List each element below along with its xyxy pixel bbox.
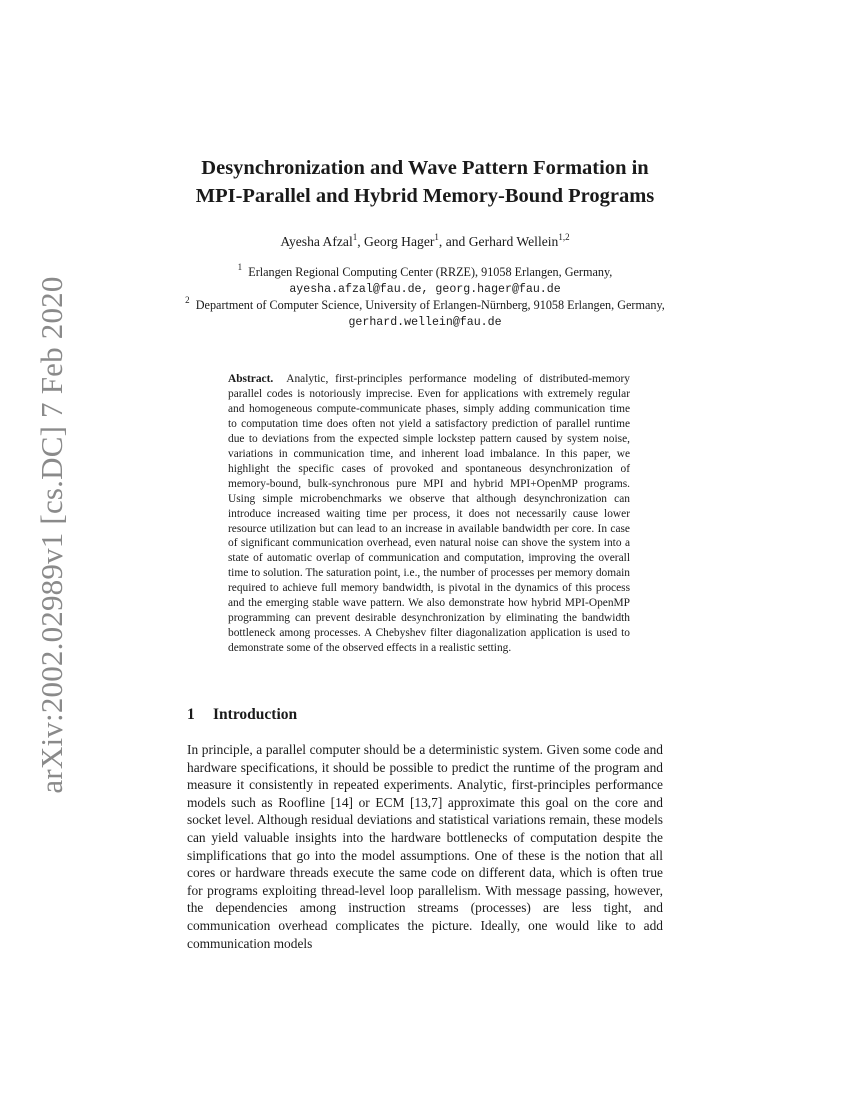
section-heading [187,705,297,725]
author-list [0,233,850,251]
author-name: , Georg Hager [357,234,435,249]
title-line-1: Desynchronization and Wave Pattern Formation in [201,157,649,179]
abstract-text: Analytic, first-principles performance modeling of distributed-memory parallel codes is notoriously imprecise. Even for applications with extremely regular and homogeneous compute-communicate phases, simply adding communication time to computation time does often not yield a satisfactory prediction of parallel runtime due to deviations from the expected simple lockstep pattern caused by system noise, variations in communication time, and inherent load imbalance. In this paper, we highlight the specific cases of provoked and spontaneous desynchronization of memory-bound, bulk-synchronous pure MPI and hybrid MPI+OpenMP programs. Using simple microbenchmarks we observe that although desynchronization can introduce increased waiting time per process, it does not necessarily cause lower resource utilization but can lead to an increase in available bandwidth per core. In case of significant communication overhead, even natural noise can shove the system into a state of automatic overlap of communication and computation, improving the overall time to solution. The saturation point, i.e., the number of processes per memory domain required to achieve full memory bandwidth, is pivotal in the dynamics of this process and the emerging stable wave pattern. We also demonstrate how hybrid MPI-OpenMP programming can prevent desirable desynchronization by eliminating the bandwidth bottleneck among processes. A Chebyshev filter diagonalization application is used to demonstrate some of the observed effects in a realistic setting. [228,373,630,655]
affiliation-text: Erlangen Regional Computing Center (RRZE), 91058 Erlangen, Germany, [248,265,613,279]
author-name: , and Gerhard Wellein [438,234,559,249]
affiliation-emails: gerhard.wellein@fau.de [348,316,502,329]
arxiv-watermark: arXiv:2002.02989v1 [cs.DC] 7 Feb 2020 [34,276,69,794]
affiliation-text: Department of Computer Science, University of Erlangen-Nürnberg, 91058 Erlangen, Germany, [195,298,665,312]
author-affil-mark: 1,2 [558,232,570,242]
affiliation-2 [0,297,850,331]
affiliation-emails: ayesha.afzal@fau.de, georg.hager@fau.de [289,283,561,296]
affiliation-1 [0,264,850,298]
abstract [228,372,630,656]
author-affil-mark: 1 [434,232,439,242]
introduction-paragraph: In principle, a parallel computer should be a deterministic system. Given some code and hardware specifications, it should be possible to predict the runtime of the program and measure it consistently in repeated experiments. Analytic, first-principles performance models such as Roofline [14] or ECM [13,7] approximate this goal on the core and socket level. Although residual deviations and statistical variations remain, these models can yield valuable insights into the hardware bottlenecks of computation despite the simplifications that go into the model assumptions. One of these is the notion that all cores or hardware threads execute the same code on different data, which is often true for programs exploiting thread-level loop parallelism. With message passing, however, the dependencies among instruction streams (processes) are less tight, and communication overhead complicates the picture. Ideally, one would like to add communication models [187,742,663,951]
title-line-2: MPI-Parallel and Hybrid Memory-Bound Programs [195,185,655,207]
section-number: 1 [187,706,195,723]
author-affil-mark: 1 [352,232,358,242]
author-name: Ayesha Afzal [280,234,353,249]
section-title: Introduction [213,706,298,723]
abstract-label: Abstract. [228,373,274,385]
affiliation-mark: 2 [185,295,190,305]
paper-title [0,154,850,210]
affiliation-mark: 1 [237,262,243,272]
